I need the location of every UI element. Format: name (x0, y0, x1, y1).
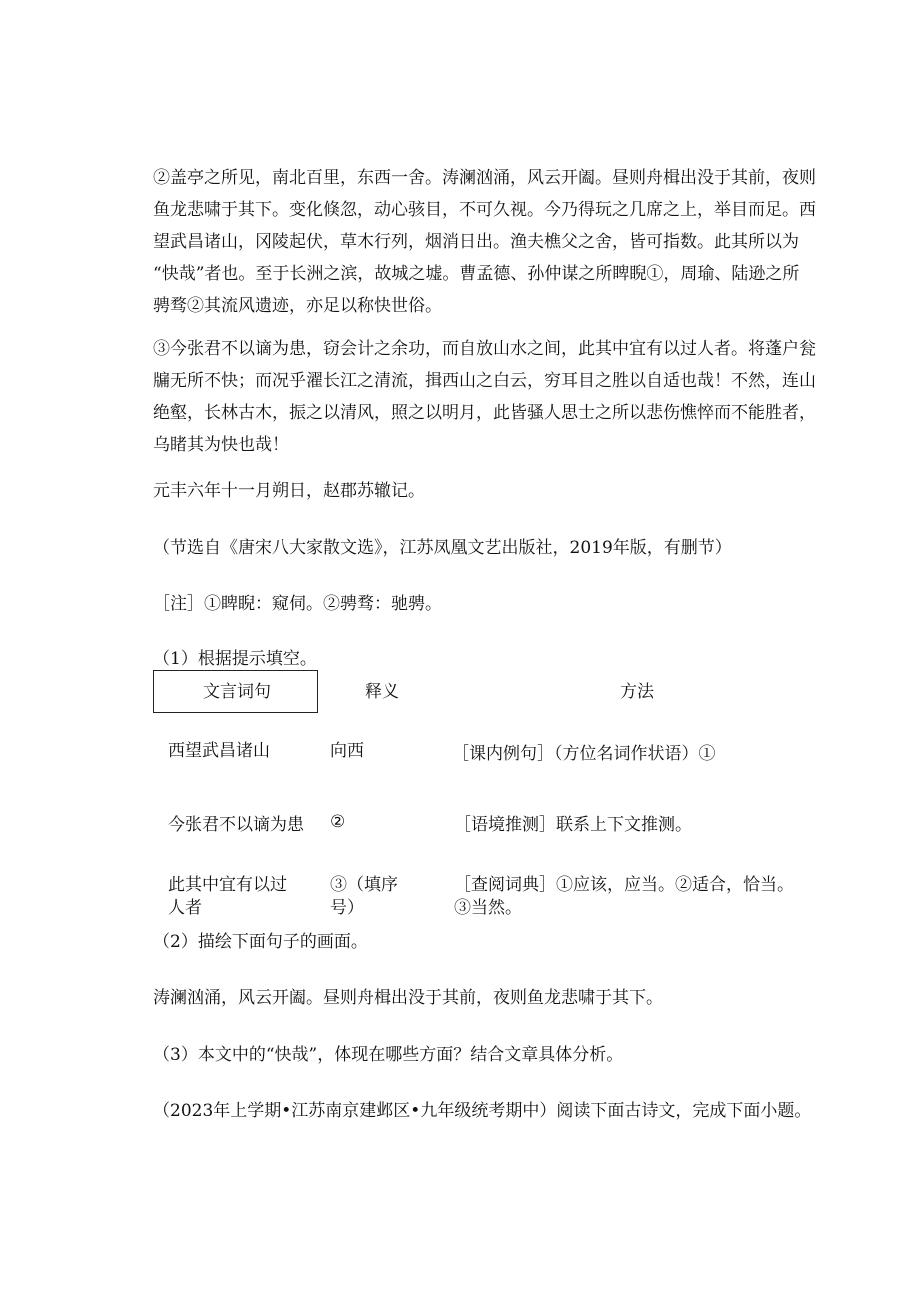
text-line: 鱼龙悲啸于其下。变化倏忽，动心骇目，不可久视。今乃得玩之几席之上，举目而足。西 (153, 200, 816, 220)
cell-meaning: 号） (330, 898, 364, 918)
date-line: 元丰六年十一月朔日，赵郡苏辙记。 (153, 481, 425, 501)
text-line: 骋骛②其流风遗迹，亦足以称快世俗。 (153, 296, 442, 316)
header-meaning: 释义 (365, 682, 399, 702)
header-method: 方法 (620, 682, 654, 702)
cell-meaning: ③（填序 (330, 875, 398, 895)
cell-method: ［查阅词典］①应该，应当。②适合，恰当。 (454, 875, 794, 895)
next-section-header: （2023年上学期•江苏南京建邺区•九年级统考期中）阅读下面古诗文，完成下面小题。 (153, 1101, 812, 1121)
cell-meaning: 向西 (330, 741, 364, 761)
cell-method: ［课内例句］（方位名词作状语）① (452, 744, 716, 764)
question-2-sentence: 涛澜汹涌，风云开阖。昼则舟楫出没于其前，夜则鱼龙悲啸于其下。 (153, 988, 663, 1008)
text-line: 望武昌诸山，冈陵起伏，草木行列，烟消日出。渔夫樵父之舍，皆可指数。此其所以为 (153, 232, 799, 252)
cell-method: ③当然。 (454, 898, 522, 918)
note-line: ［注］①睥睨：窥伺。②骋骛：驰骋。 (153, 594, 442, 614)
question-2: （2）描绘下面句子的画面。 (153, 932, 368, 952)
cell-phrase: 今张君不以谪为患 (168, 815, 304, 835)
cell-phrase: 西望武昌诸山 (168, 741, 270, 761)
text-line: 乌睹其为快也哉！ (153, 435, 289, 455)
cell-phrase: 人者 (168, 898, 202, 918)
text-line: 绝壑，长林古木，振之以清风，照之以明月，此皆骚人思士之所以悲伤憔悴而不能胜者， (153, 403, 816, 423)
source-line: （节选自《唐宋八大家散文选》，江苏凤凰文艺出版社，2019年版，有删节） (153, 538, 732, 558)
text-line: 牖无所不快；而况乎濯长江之清流，揖西山之白云，穷耳目之胜以自适也哉！不然，连山 (153, 371, 816, 391)
question-1: （1）根据提示填空。 (153, 649, 317, 669)
cell-meaning: ② (330, 812, 346, 832)
question-3: （3）本文中的“快哉”，体现在哪些方面？结合文章具体分析。 (153, 1045, 624, 1065)
header-phrase: 文言词句 (203, 682, 271, 702)
cell-method: ［语境推测］联系上下文推测。 (454, 815, 692, 835)
text-line: ③今张君不以谪为患，窃会计之余功，而自放山水之间，此其中宜有以过人者。将蓬户瓮 (153, 339, 816, 359)
text-line: ②盖亭之所见，南北百里，东西一舍。涛澜汹涌，风云开阖。昼则舟楫出没于其前，夜则 (153, 168, 816, 188)
cell-phrase: 此其中宜有以过 (168, 875, 287, 895)
text-line: “快哉”者也。至于长洲之滨，故城之墟。曹孟德、孙仲谋之所睥睨①，周瑜、陆逊之所 (153, 264, 800, 284)
